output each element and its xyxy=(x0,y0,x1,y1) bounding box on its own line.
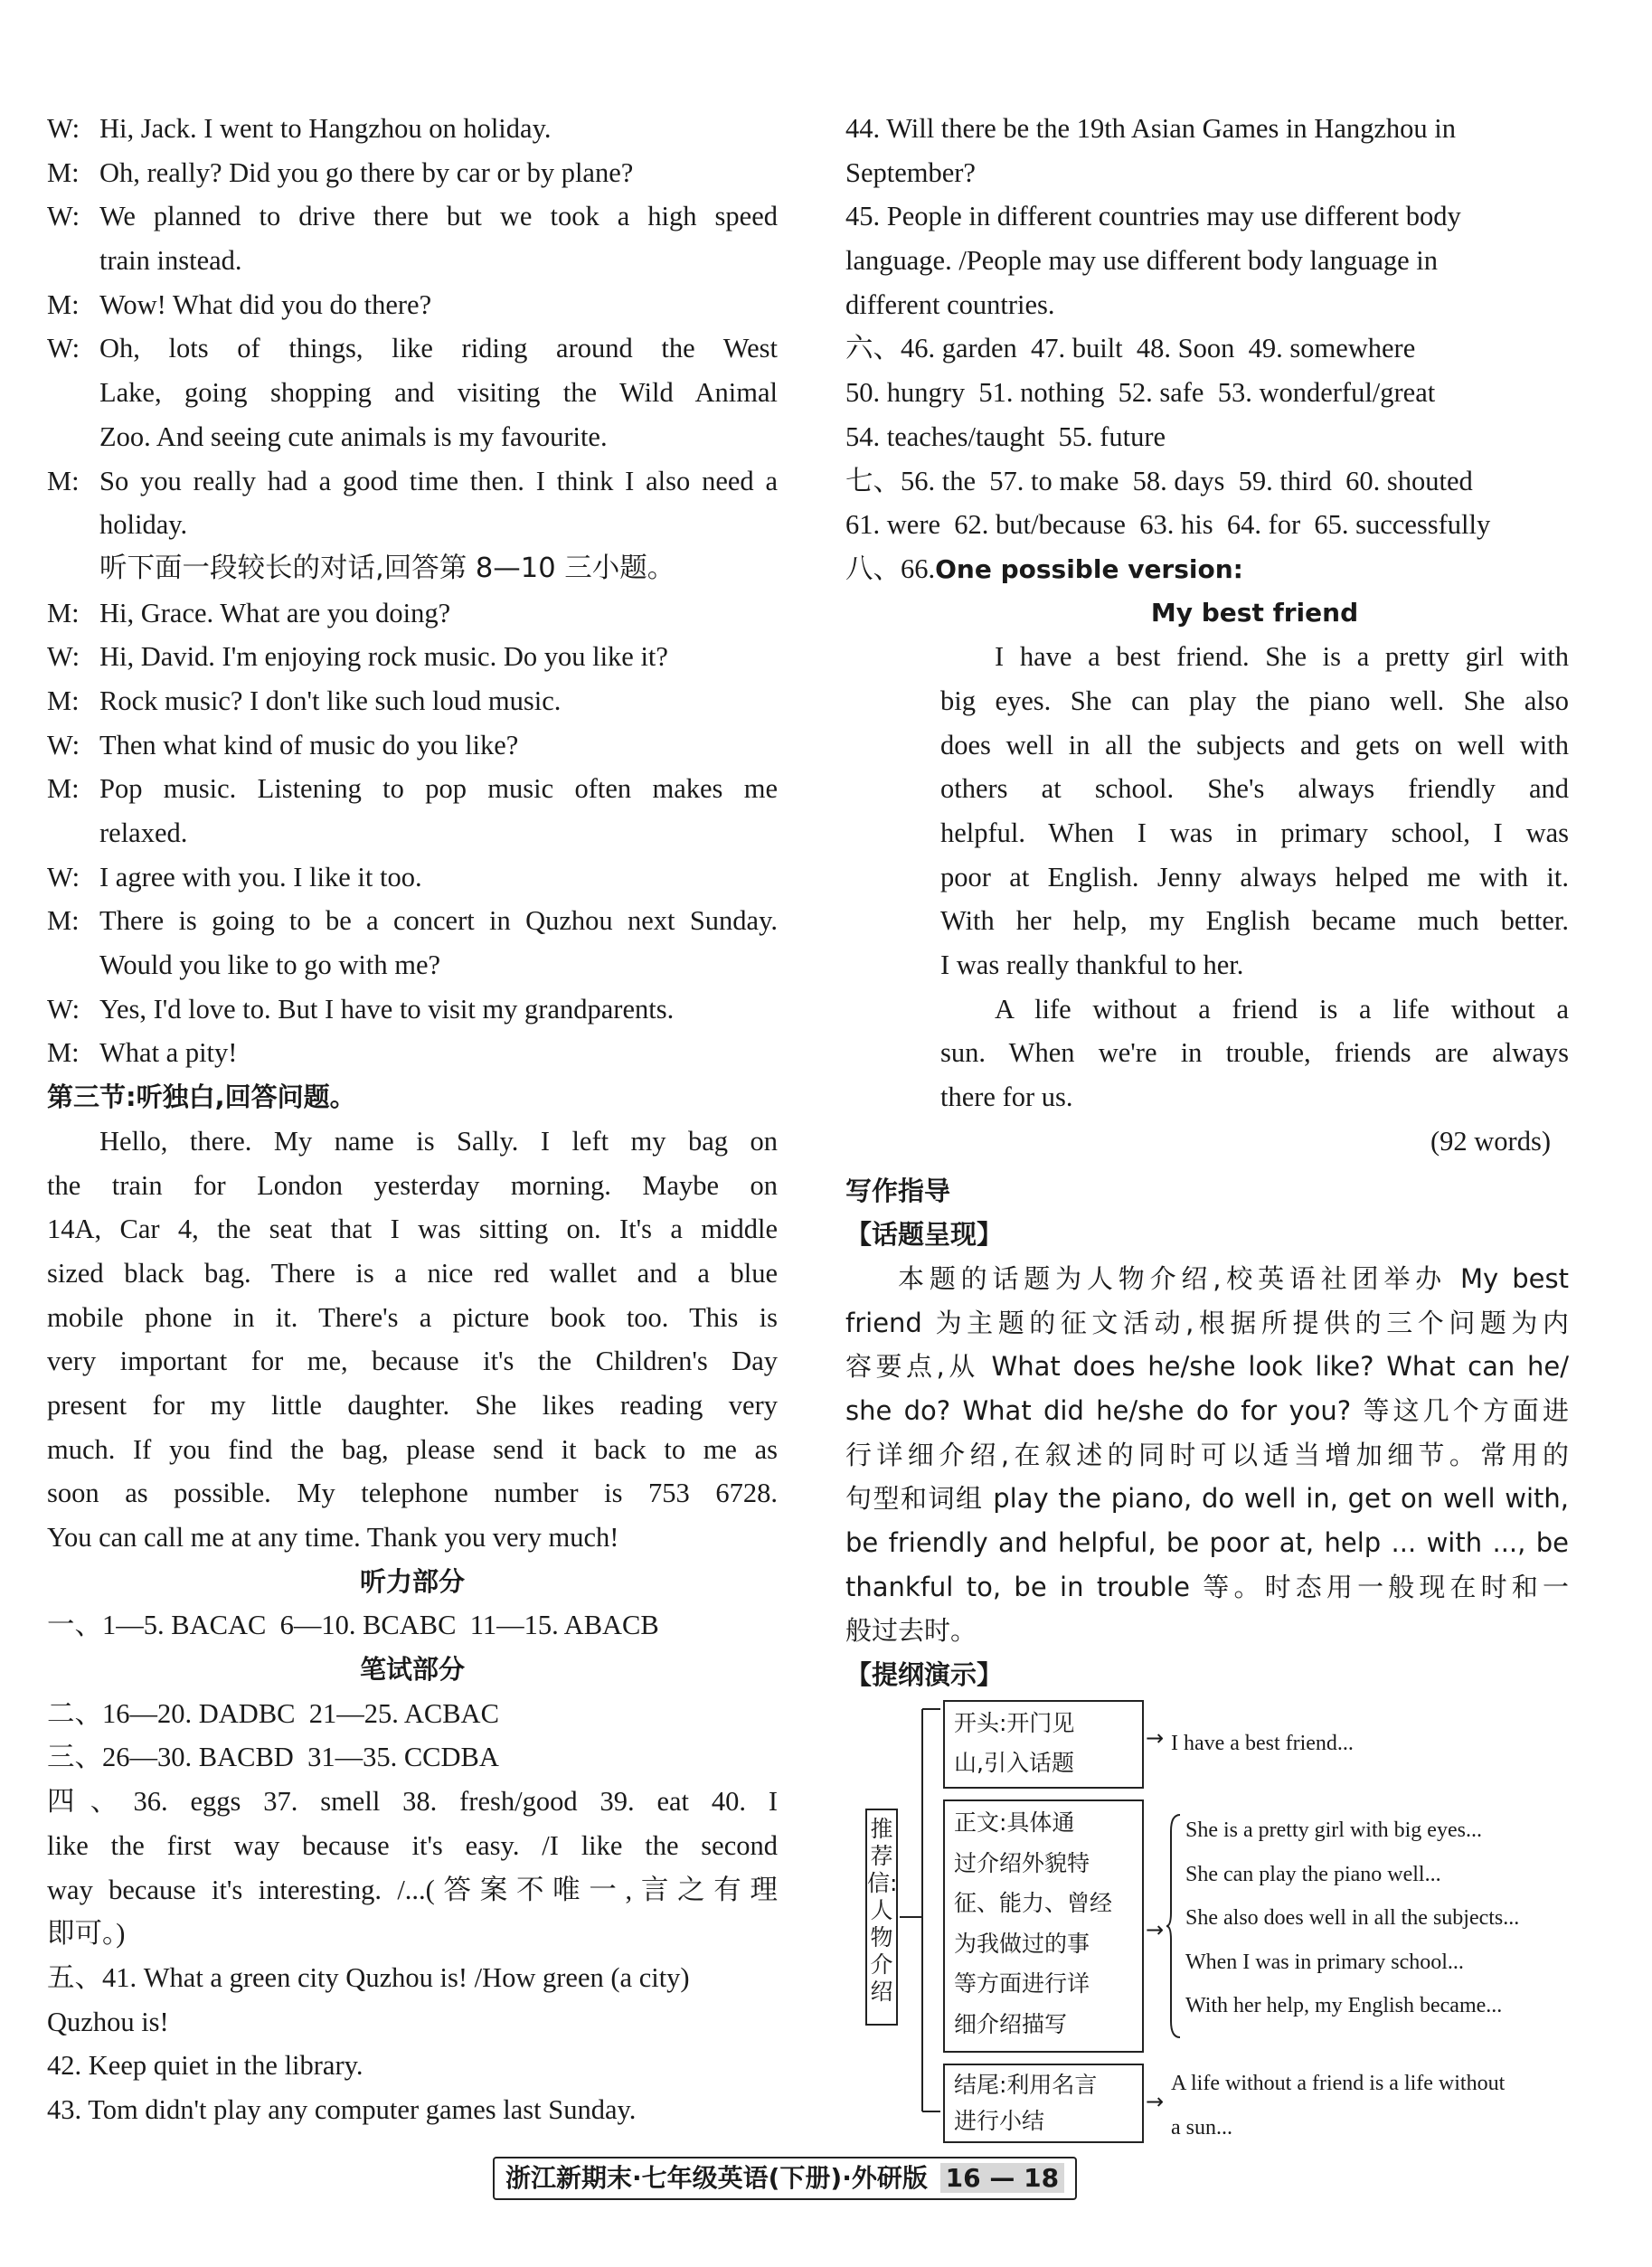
answer-line: 50. hungry 51. nothing 52. safe 53. wonderful/great xyxy=(845,377,1436,409)
answers-part5 xyxy=(47,1956,778,2132)
dialog-turn xyxy=(47,987,778,1032)
monologue-line: present for my little daughter. She likes reading very xyxy=(47,1389,778,1421)
answer-line: 六、46. garden 47. built 48. Soon 49. somewhere xyxy=(845,333,1416,364)
essay-paragraph-1 xyxy=(845,635,1569,987)
essay-line: does well in all the subjects and gets on well with xyxy=(940,729,1569,760)
essay-title: My best friend xyxy=(1150,597,1359,628)
answer-line: 五、41. What a green city Quzhou is! /How green (a city) xyxy=(47,1961,690,1993)
body-text: She is a pretty girl with big eyes... She can play the piano well... She also does well in all the subjects... When I was in primary school... With her help, my English became... xyxy=(1185,1818,1520,2017)
answer-line: 43. Tom didn't play any computer games last Sunday. xyxy=(47,2093,637,2125)
dialog-turn xyxy=(47,767,778,855)
answers-part2: 二、16—20. DADBC 21—25. ACBAC xyxy=(47,1697,499,1729)
answers8-version: One possible version: xyxy=(935,553,1243,584)
topic-line: be friendly and helpful, be poor at, help ... with ..., be xyxy=(845,1527,1569,1558)
turn-text xyxy=(99,987,778,1032)
speaker-label: M: xyxy=(47,156,80,188)
answers-part6 xyxy=(845,326,1569,458)
answers-part5-continued xyxy=(845,107,1569,326)
right-column xyxy=(845,107,1569,1697)
speaker-label: M: xyxy=(47,465,80,496)
monologue-line: Hello, there. My name is Sally. I left my bag on xyxy=(99,1125,778,1157)
speaker-label: W: xyxy=(47,113,80,144)
turn-line: So you really had a good time then. I think I also need a xyxy=(99,465,778,496)
ending-box: 结尾:利用名言 进行小结 xyxy=(943,2064,1144,2143)
answer-line: 54. teaches/taught 55. future xyxy=(845,420,1166,452)
dialog-turn xyxy=(47,459,778,547)
essay-line: helpful. When I was in primary school, I was xyxy=(940,817,1569,848)
turn-text xyxy=(99,591,778,636)
turn-text xyxy=(99,635,778,679)
body-box: 正文:具体通 过介绍外貌特 征、能力、曾经 为我做过的事 等方面进行详 细介绍描写 xyxy=(943,1799,1144,2053)
dialog-turn xyxy=(47,723,778,768)
speaker-label: M: xyxy=(47,905,80,937)
left-column xyxy=(47,107,778,2132)
section3-heading: 第三节:听独白,回答问题。 xyxy=(47,1082,356,1113)
topic-line: thankful to, be in trouble 等。时态用一般现在时和一 xyxy=(845,1571,1569,1602)
speaker-label: W: xyxy=(47,993,80,1025)
speaker-label: M: xyxy=(47,288,80,320)
dialog-turn xyxy=(47,855,778,900)
essay-line: there for us. xyxy=(940,1082,1073,1113)
topic-line: 本题的话题为人物介绍,校英语社团举办 My best xyxy=(898,1262,1569,1294)
arrow-icon: → xyxy=(1146,1725,1165,1751)
turn-line: Pop music. Listening to pop music often makes me xyxy=(99,773,778,805)
monologue-line: You can call me at any time. Thank you very much! xyxy=(47,1522,619,1553)
topic-heading: 【话题呈现】 xyxy=(845,1219,1004,1251)
turn-text xyxy=(99,679,778,723)
outline-diagram xyxy=(864,1700,1569,2139)
dialog-2 xyxy=(47,591,778,1076)
listening-heading: 听力部分 xyxy=(359,1565,465,1597)
outline-vertical-title: 推荐信:人物介绍 xyxy=(865,1809,898,2026)
monologue-passage xyxy=(47,1119,778,1560)
dialog-turn xyxy=(47,679,778,723)
page-footer xyxy=(493,2157,1126,2202)
essay-line: I have a best friend. She is a pretty girl with xyxy=(995,641,1569,673)
speaker-label: W: xyxy=(47,201,80,232)
topic-line: 行详细介绍,在叙述的同时可以适当增加细节。常用的 xyxy=(845,1439,1569,1470)
topic-line: 容要点,从 What does he/she look like? What can he/ xyxy=(845,1351,1569,1383)
dialog-1 xyxy=(47,107,778,547)
turn-line: relaxed. xyxy=(99,817,188,848)
essay-line: big eyes. She can play the piano well. She also xyxy=(940,685,1569,716)
opening-text: I have a best friend... xyxy=(1171,1732,1354,1755)
monologue-line: much. If you find the bag, please send it back to me as xyxy=(47,1433,778,1465)
turn-text xyxy=(99,283,778,327)
answer-line: 45. People in different countries may use different body xyxy=(845,201,1461,232)
turn-line: train instead. xyxy=(99,245,242,277)
dialog-turn xyxy=(47,635,778,679)
turn-text xyxy=(99,107,778,151)
answer-line: way because it's interesting. /...(答案不唯一,言之有理 xyxy=(47,1874,778,1905)
essay-paragraph-2 xyxy=(845,987,1569,1119)
turn-line: Yes, I'd love to. But I have to visit my grandparents. xyxy=(99,993,675,1025)
turn-line: holiday. xyxy=(99,509,188,541)
speaker-label: W: xyxy=(47,333,80,364)
turn-text xyxy=(99,326,778,458)
body-brace xyxy=(1166,1813,1185,2039)
turn-line: Hi, David. I'm enjoying rock music. Do you like it? xyxy=(99,641,668,673)
topic-text xyxy=(845,1257,1569,1653)
guide-heading: 写作指导 xyxy=(845,1175,951,1206)
answer-line: like the first way because it's easy. /I like the second xyxy=(47,1829,778,1861)
monologue-line: sized black bag. There is a nice red wallet and a blue xyxy=(47,1257,778,1289)
turn-text xyxy=(99,1031,778,1075)
word-count: (92 words) xyxy=(1430,1125,1551,1157)
turn-line: Rock music? I don't like such loud music. xyxy=(99,685,562,716)
turn-line: Zoo. And seeing cute animals is my favourite. xyxy=(99,420,608,452)
dialog-turn xyxy=(47,151,778,195)
essay-line: others at school. She's always friendly and xyxy=(940,773,1569,805)
dialog-turn xyxy=(47,194,778,282)
footer-title: 浙江新期末·七年级英语(下册)·外研版 xyxy=(505,2163,928,2193)
turn-line: Oh, really? Did you go there by car or by plane? xyxy=(99,156,634,188)
dialog-turn xyxy=(47,591,778,636)
answer-line: Quzhou is! xyxy=(47,2006,169,2037)
turn-line: Would you like to go with me? xyxy=(99,949,441,981)
footer-label xyxy=(493,2157,1077,2200)
answer-line: different countries. xyxy=(845,288,1055,320)
page-numbers: 16 — 18 xyxy=(940,2163,1064,2193)
monologue-line: mobile phone in it. There's a picture book too. This is xyxy=(47,1301,778,1333)
answer-line: 七、56. the 57. to make 58. days 59. third 60. shouted xyxy=(845,465,1473,496)
turn-line: What a pity! xyxy=(99,1037,238,1069)
dialog-turn xyxy=(47,326,778,458)
monologue-line: the train for London yesterday morning. Maybe on xyxy=(47,1169,778,1201)
essay-line: sun. When we're in trouble, friends are always xyxy=(940,1037,1569,1069)
answer-line: language. /People may use different body language in xyxy=(845,245,1438,277)
dialog-turn xyxy=(47,1031,778,1075)
turn-line: Hi, Jack. I went to Hangzhou on holiday. xyxy=(99,113,552,144)
dialog-turn xyxy=(47,899,778,987)
dialog-turn xyxy=(47,283,778,327)
dialog-turn xyxy=(47,107,778,151)
turn-line: Then what kind of music do you like? xyxy=(99,729,519,760)
turn-text xyxy=(99,194,778,282)
opening-box: 开头:开门见 山,引入话题 xyxy=(943,1700,1144,1789)
topic-line: 般过去时。 xyxy=(845,1615,977,1647)
essay-line: With her help, my English became much better. xyxy=(940,905,1569,937)
answers8-label: 八、66. xyxy=(845,553,936,584)
speaker-label: W: xyxy=(47,729,80,760)
answers-part3: 三、26—30. BACBD 31—35. CCDBA xyxy=(47,1742,499,1773)
essay-line: I was really thankful to her. xyxy=(940,949,1244,981)
speaker-label: M: xyxy=(47,1037,80,1069)
answers-part8 xyxy=(845,547,1569,591)
turn-text xyxy=(99,899,778,987)
turn-line: We planned to drive there but we took a high speed xyxy=(99,201,778,232)
turn-text xyxy=(99,151,778,195)
outline-heading: 【提纲演示】 xyxy=(845,1659,1004,1691)
monologue-line: 14A, Car 4, the seat that I was sitting on. It's a middle xyxy=(47,1214,778,1245)
turn-text xyxy=(99,459,778,547)
answers-part4 xyxy=(47,1780,778,1956)
outline-bracket xyxy=(900,1700,945,2134)
monologue-line: soon as possible. My telephone number is 753 6728. xyxy=(47,1478,778,1509)
ending-text: A life without a friend is a life without a sun... xyxy=(1171,2072,1506,2139)
instruction-8-10: 听下面一段较长的对话,回答第 8—10 三小题。 xyxy=(99,552,675,584)
turn-line: Oh, lots of things, like riding around the West xyxy=(99,333,778,364)
turn-text xyxy=(99,767,778,855)
topic-line: 句型和词组 play the piano, do well in, get on well with, xyxy=(845,1483,1569,1515)
turn-line: I agree with you. I like it too. xyxy=(99,861,422,893)
answer-line: 即可。) xyxy=(47,1918,126,1950)
answer-line: 42. Keep quiet in the library. xyxy=(47,2050,363,2082)
arrow-icon: → xyxy=(1146,1917,1165,1942)
essay-line: poor at English. Jenny always helped me with it. xyxy=(940,861,1569,893)
turn-line: There is going to be a concert in Quzhou next Sunday. xyxy=(99,905,778,937)
answers-part7 xyxy=(845,459,1569,547)
turn-line: Lake, going shopping and visiting the Wild Animal xyxy=(99,377,778,409)
answer-line: 四、36. eggs 37. smell 38. fresh/good 39. eat 40. I xyxy=(47,1786,778,1818)
answer-line: September? xyxy=(845,156,976,188)
answer-line: 61. were 62. but/because 63. his 64. for 65. successfully xyxy=(845,509,1491,541)
topic-line: friend 为主题的征文活动,根据所提供的三个问题为内 xyxy=(845,1307,1569,1338)
answer-line: 44. Will there be the 19th Asian Games in Hangzhou in xyxy=(845,113,1457,144)
turn-text xyxy=(99,723,778,768)
speaker-label: W: xyxy=(47,641,80,673)
speaker-label: W: xyxy=(47,861,80,893)
arrow-icon: → xyxy=(1146,2089,1165,2114)
written-heading: 笔试部分 xyxy=(359,1654,465,1686)
speaker-label: M: xyxy=(47,685,80,716)
speaker-label: M: xyxy=(47,597,80,628)
topic-line: she do? What did he/she do for you? 等这几个方面进 xyxy=(845,1394,1569,1426)
turn-text xyxy=(99,855,778,900)
answers-part1: 一、1—5. BACAC 6—10. BCABC 11—15. ABACB xyxy=(47,1610,659,1641)
turn-line: Hi, Grace. What are you doing? xyxy=(99,597,451,628)
turn-line: Wow! What did you do there? xyxy=(99,288,432,320)
essay-line: A life without a friend is a life without a xyxy=(995,993,1569,1025)
speaker-label: M: xyxy=(47,773,80,805)
monologue-line: very important for me, because it's the Children's Day xyxy=(47,1346,778,1377)
